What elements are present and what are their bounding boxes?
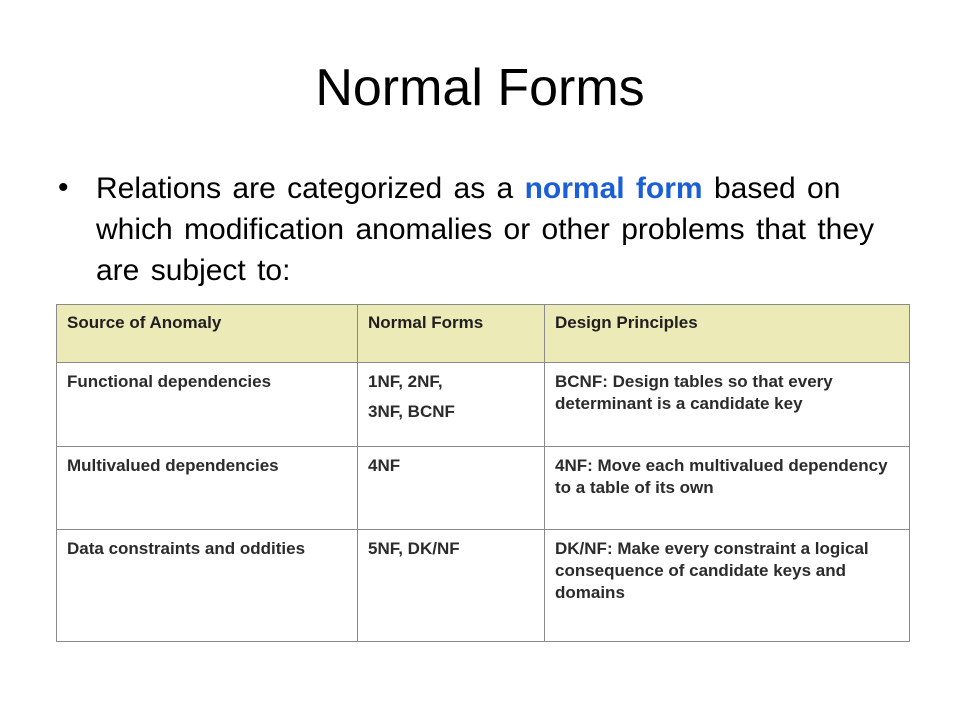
cell-source: Functional dependencies xyxy=(57,363,358,447)
table-header-row xyxy=(57,305,910,363)
table-row xyxy=(57,530,910,642)
header-design-principles: Design Principles xyxy=(545,305,910,363)
cell-source: Multivalued dependencies xyxy=(57,446,358,530)
table-row xyxy=(57,363,910,447)
cell-design-principle: 4NF: Move each multivalued dependency to a table of its own xyxy=(545,446,910,530)
cell-design-principle: BCNF: Design tables so that every determinant is a candidate key xyxy=(545,363,910,447)
bullet-marker: • xyxy=(58,171,69,204)
bullet-text xyxy=(96,168,896,291)
cell-source: Data constraints and oddities xyxy=(57,530,358,642)
bullet-text-after: based on which modification anomalies or other problems that they are subject to: xyxy=(96,172,875,287)
normal-forms-line: 3NF, BCNF xyxy=(368,402,455,421)
header-source-of-anomaly: Source of Anomaly xyxy=(57,305,358,363)
cell-design-principle: DK/NF: Make every constraint a logical consequence of candidate keys and domains xyxy=(545,530,910,642)
normal-form-highlight: normal form xyxy=(524,172,703,205)
header-normal-forms: Normal Forms xyxy=(358,305,545,363)
normal-forms-line: 1NF, 2NF, xyxy=(368,372,443,391)
cell-normal-forms xyxy=(358,363,545,447)
anomaly-table xyxy=(56,304,910,642)
table-row xyxy=(57,446,910,530)
cell-normal-forms: 5NF, DK/NF xyxy=(358,530,545,642)
slide-title: Normal Forms xyxy=(315,59,645,117)
bullet-text-before: Relations are categorized as a xyxy=(96,172,525,205)
cell-normal-forms: 4NF xyxy=(358,446,545,530)
anomaly-table-container xyxy=(56,304,910,642)
